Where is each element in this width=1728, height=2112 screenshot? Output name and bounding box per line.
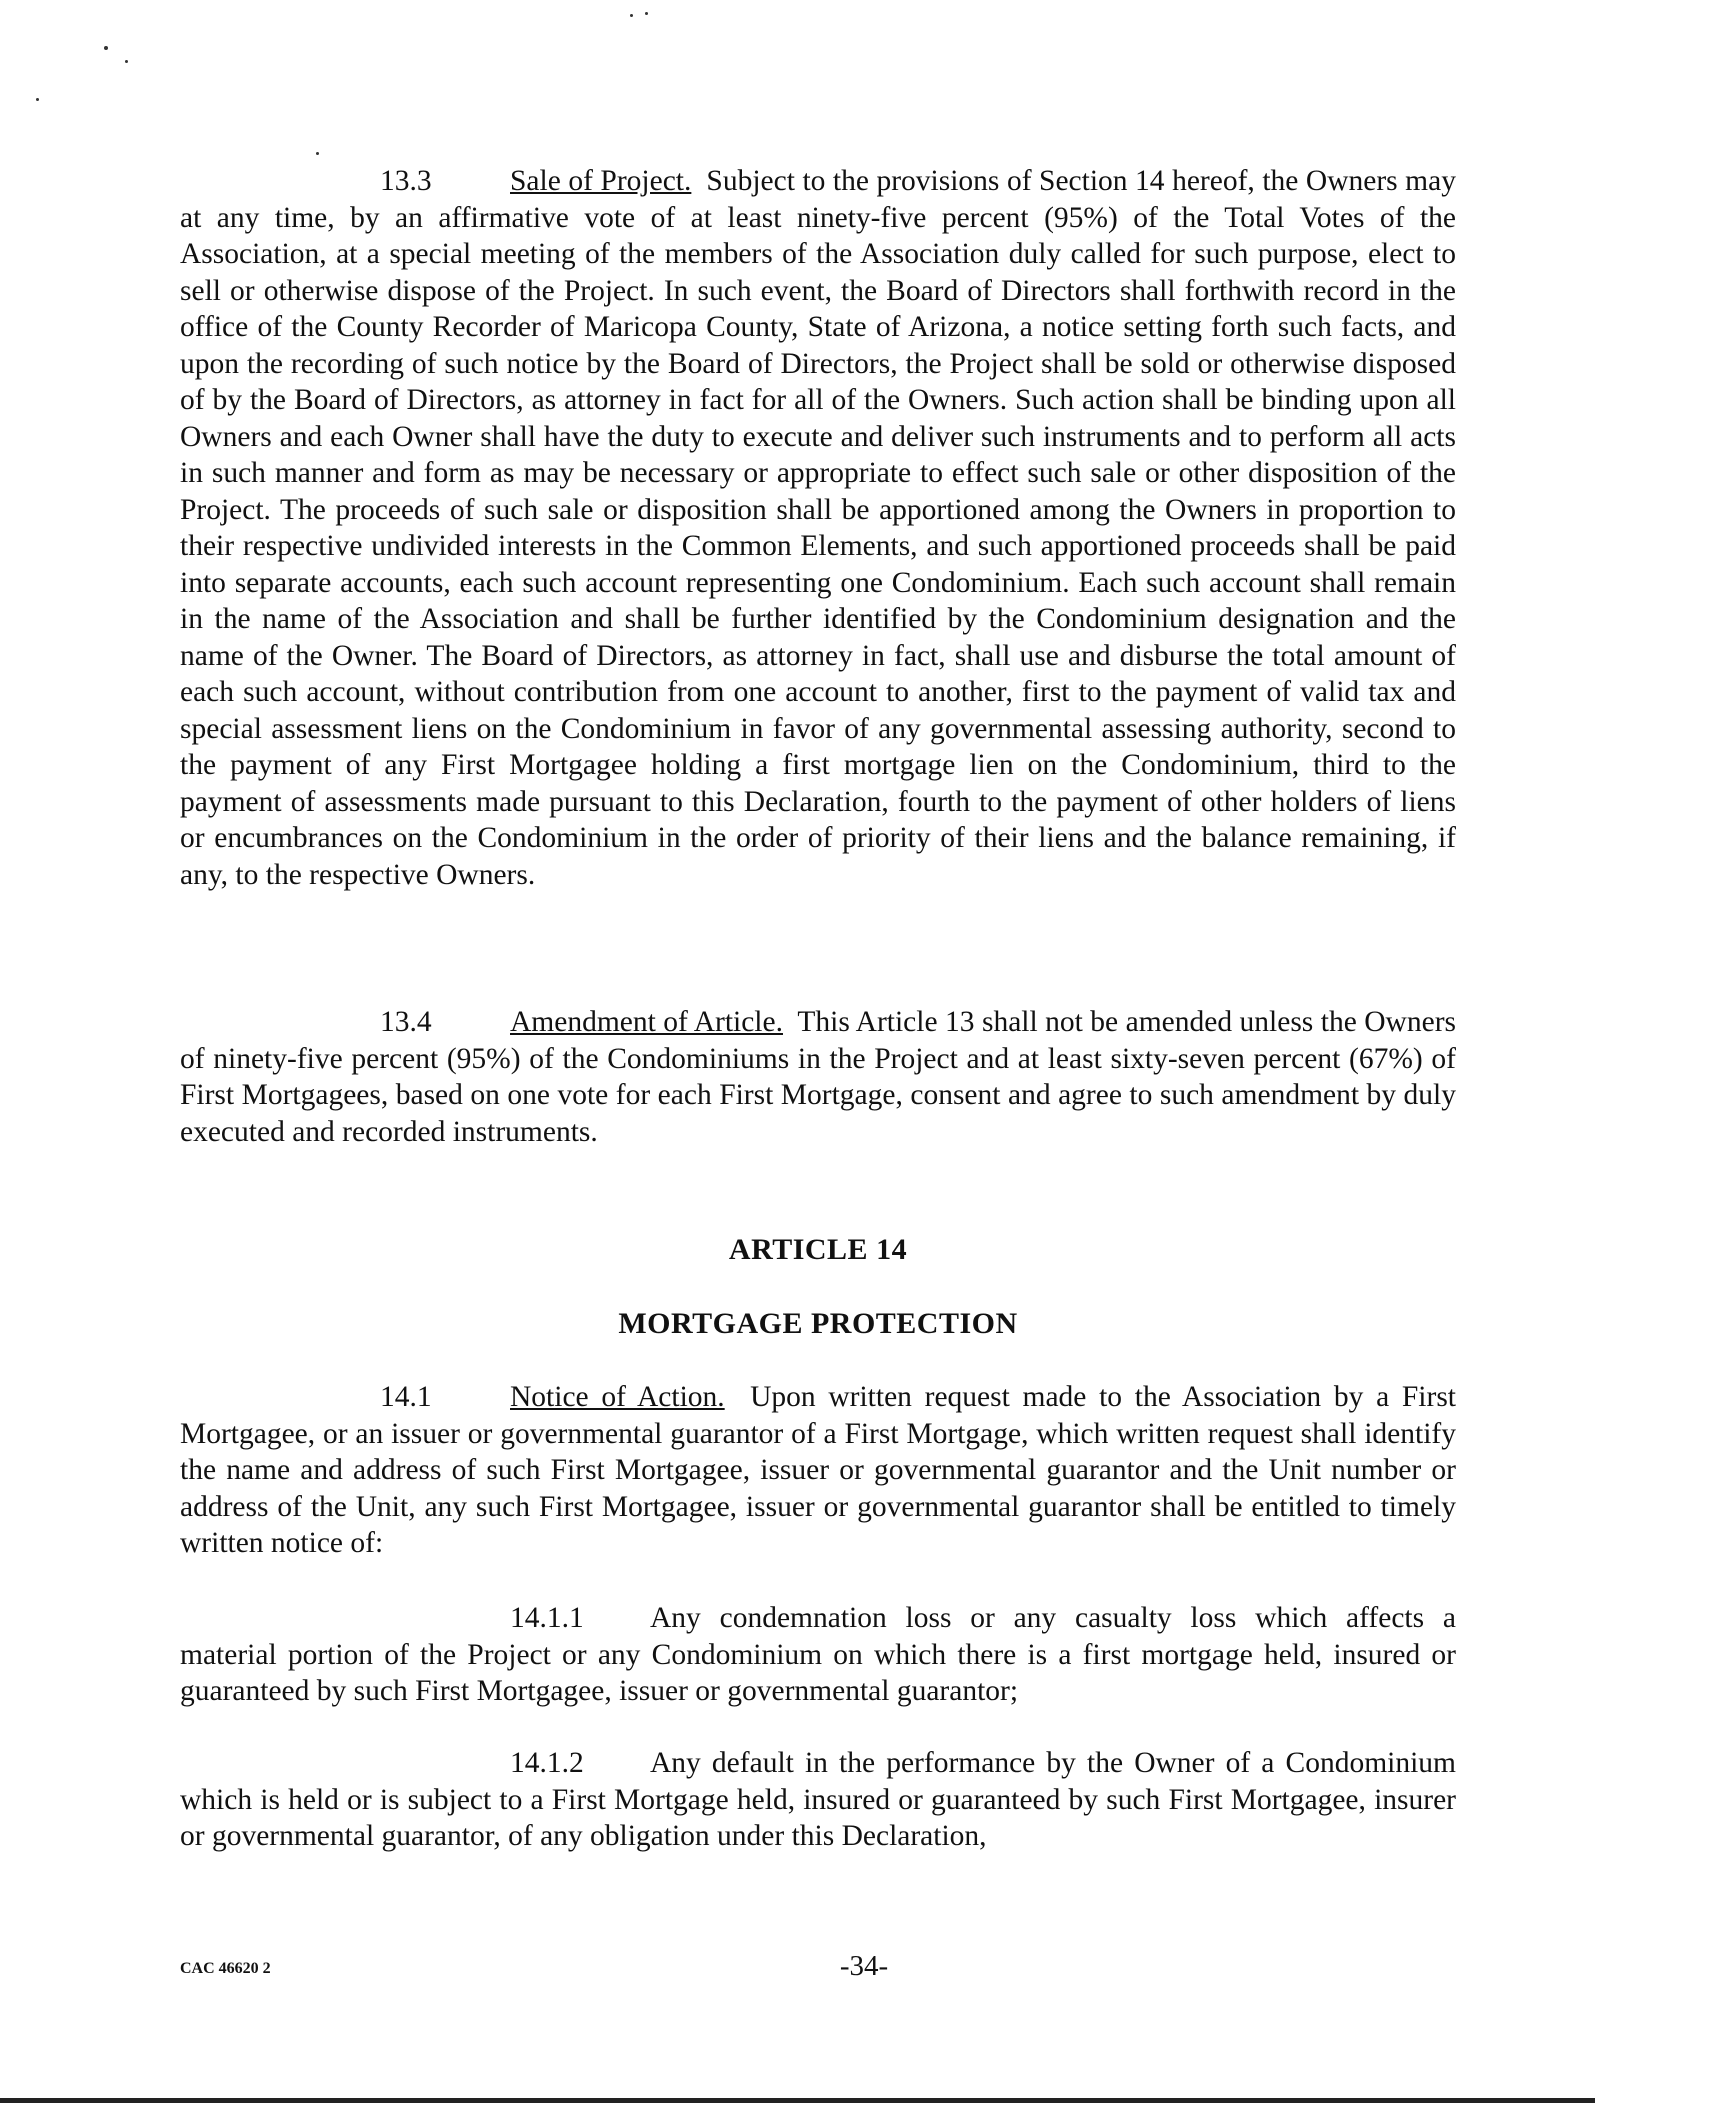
scan-speck: [104, 46, 108, 50]
section-number: 13.3: [380, 165, 432, 197]
section-14-1: [180, 1379, 1456, 1562]
section-number: 13.4: [380, 1006, 432, 1038]
page-number: -34-: [839, 1950, 889, 1982]
scan-speck: [36, 98, 39, 101]
scan-speck: [630, 14, 633, 17]
section-14-1-2: [180, 1745, 1456, 1855]
scan-speck: [125, 60, 128, 63]
section-body: Any default in the performance by the Owner of a Condominium which is held or is subject to a First Mortgage held, insured or guaranteed by such First Mortgagee, insurer or governmental guarantor, of any obligation under this Declaration,: [180, 1747, 1456, 1852]
section-number: 14.1.1: [510, 1602, 584, 1634]
scan-speck: [316, 152, 319, 155]
section-title: Amendment of Article.: [510, 1006, 783, 1038]
section-title: Notice of Action.: [510, 1381, 725, 1413]
section-13-4: [180, 1004, 1456, 1150]
bottom-rule: [0, 2098, 1595, 2103]
section-body: Subject to the provisions of Section 14 hereof, the Owners may at any time, by an affirmative vote of at least ninety-five percent (95%) of the Total Votes of the Association, at a special meeting of the members of the Association duly called for such purpose, elect to sell or otherwise dispose of the Project. In such event, the Board of Directors shall forthwith record in the office of the County Recorder of Maricopa County, State of Arizona, a notice setting forth such facts, and upon the recording of such notice by the Board of Directors, the Project shall be sold or otherwise disposed of by the Board of Directors, as attorney in fact for all of the Owners. Such action shall be binding upon all Owners and each Owner shall have the duty to execute and deliver such instruments and to perform all acts in such manner and form as may be necessary or appropriate to effect such sale or other disposition of the Project. The proceeds of such sale or disposition shall be apportioned among the Owners in proportion to their respective undivided interests in the Common Elements, and such apportioned proceeds shall be paid into separate accounts, each such account representing one Condominium. Each such account shall remain in the name of the Association and shall be further identified by the Condominium designation and the name of the Owner. The Board of Directors, as attorney in fact, shall use and disburse the total amount of each such account, without contribution from one account to another, first to the payment of valid tax and special assessment liens on the Condominium in favor of any governmental assessing authority, second to the payment of any First Mortgagee holding a first mortgage lien on the Condominium, third to the payment of assessments made pursuant to this Declaration, fourth to the payment of other holders of liens or encumbrances on the Condominium in the order of priority of their liens and the balance remaining, if any, to the respective Owners.: [180, 165, 1456, 891]
section-title: Sale of Project.: [510, 165, 692, 197]
section-number: 14.1.2: [510, 1747, 584, 1779]
section-body: This Article 13 shall not be amended unless the Owners of ninety-five percent (95%) of the Condominiums in the Project and at least sixty-seven percent (67%) of First Mortgagees, based on one vote for each First Mortgage, consent and agree to such amendment by duly executed and recorded instruments.: [180, 1006, 1457, 1148]
scan-speck: [645, 12, 648, 15]
section-body: Any condemnation loss or any casualty loss which affects a material portion of the Project or any Condominium on which there is a first mortgage held, insured or guaranteed by such First Mortgagee, issuer or governmental guarantor;: [180, 1602, 1456, 1707]
article-title: MORTGAGE PROTECTION: [618, 1307, 1018, 1340]
document-code: CAC 46620 2: [180, 1960, 271, 1977]
section-13-3: [180, 163, 1456, 893]
section-14-1-1: [180, 1600, 1456, 1710]
article-label: ARTICLE 14: [728, 1233, 908, 1266]
section-body: Upon written request made to the Association by a First Mortgagee, or an issuer or governmental guarantor of a First Mortgage, which written request shall identify the name and address of such First Mortgagee, issuer or governmental guarantor and the Unit number or address of the Unit, any such First Mortgagee, issuer or governmental guarantor shall be entitled to timely written notice of:: [180, 1381, 1457, 1559]
section-number: 14.1: [380, 1381, 432, 1413]
